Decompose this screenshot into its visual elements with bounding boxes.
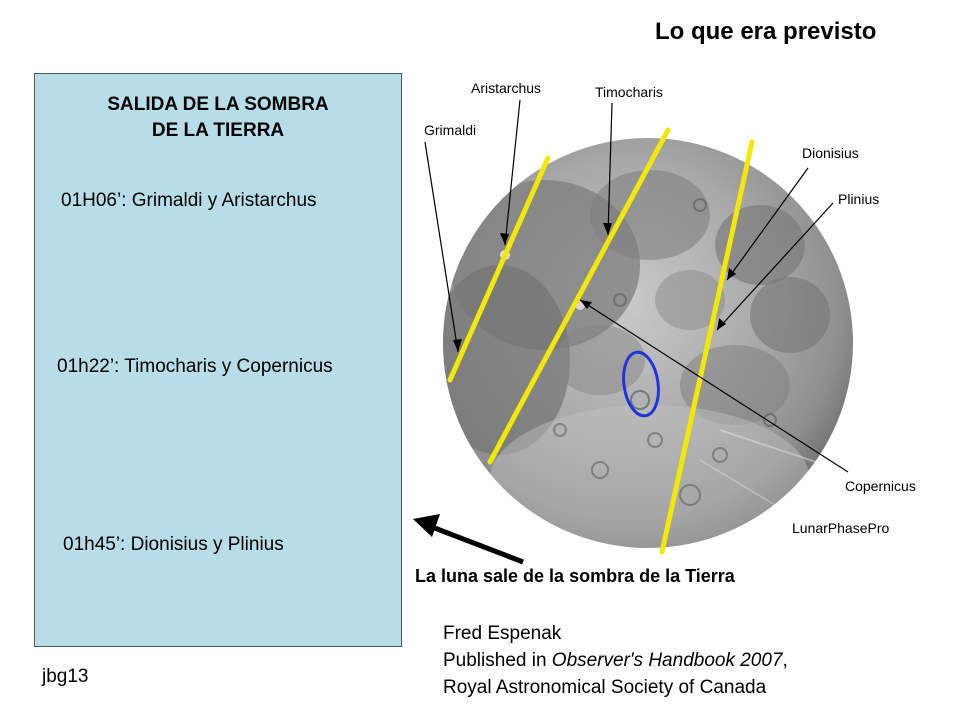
credit-published-prefix: Published in	[443, 650, 552, 671]
panel-heading-line-2: DE LA TIERRA	[151, 120, 285, 141]
label-dionisius: Dionisius	[802, 145, 859, 161]
credit-publication-title: Observer's Handbook 2007	[551, 650, 783, 671]
event-grimaldi-aristarchus: 01H06’: Grimaldi y Aristarchus	[61, 190, 317, 211]
label-software: LunarPhasePro	[792, 520, 890, 536]
label-copernicus: Copernicus	[845, 478, 916, 494]
label-plinius: Plinius	[838, 191, 880, 207]
slide-title: Lo que era previsto	[655, 18, 877, 45]
event-timocharis-copernicus: 01h22’: Timocharis y Copernicus	[57, 356, 333, 377]
credit-publication-line	[443, 647, 788, 674]
credit-society: Royal Astronomical Society of Canada	[443, 677, 767, 698]
diagram-caption: La luna sale de la sombra de la Tierra	[415, 566, 735, 586]
moon-surface	[430, 170, 840, 555]
panel-heading-line-1: SALIDA DE LA SOMBRA	[107, 94, 329, 115]
event-dionisius-plinius: 01h45’: Dionisius y Plinius	[63, 534, 284, 555]
label-aristarchus: Aristarchus	[471, 80, 542, 96]
credit-published-suffix: ,	[782, 650, 788, 671]
credit-author: Fred Espenak	[443, 623, 562, 644]
exit-direction-arrow	[432, 527, 523, 562]
footer-tag: jbg13	[42, 666, 89, 687]
exit-direction-arrowhead	[413, 514, 440, 537]
credit-block	[443, 620, 788, 701]
label-timocharis: Timocharis	[595, 84, 663, 100]
label-grimaldi: Grimaldi	[424, 122, 477, 138]
